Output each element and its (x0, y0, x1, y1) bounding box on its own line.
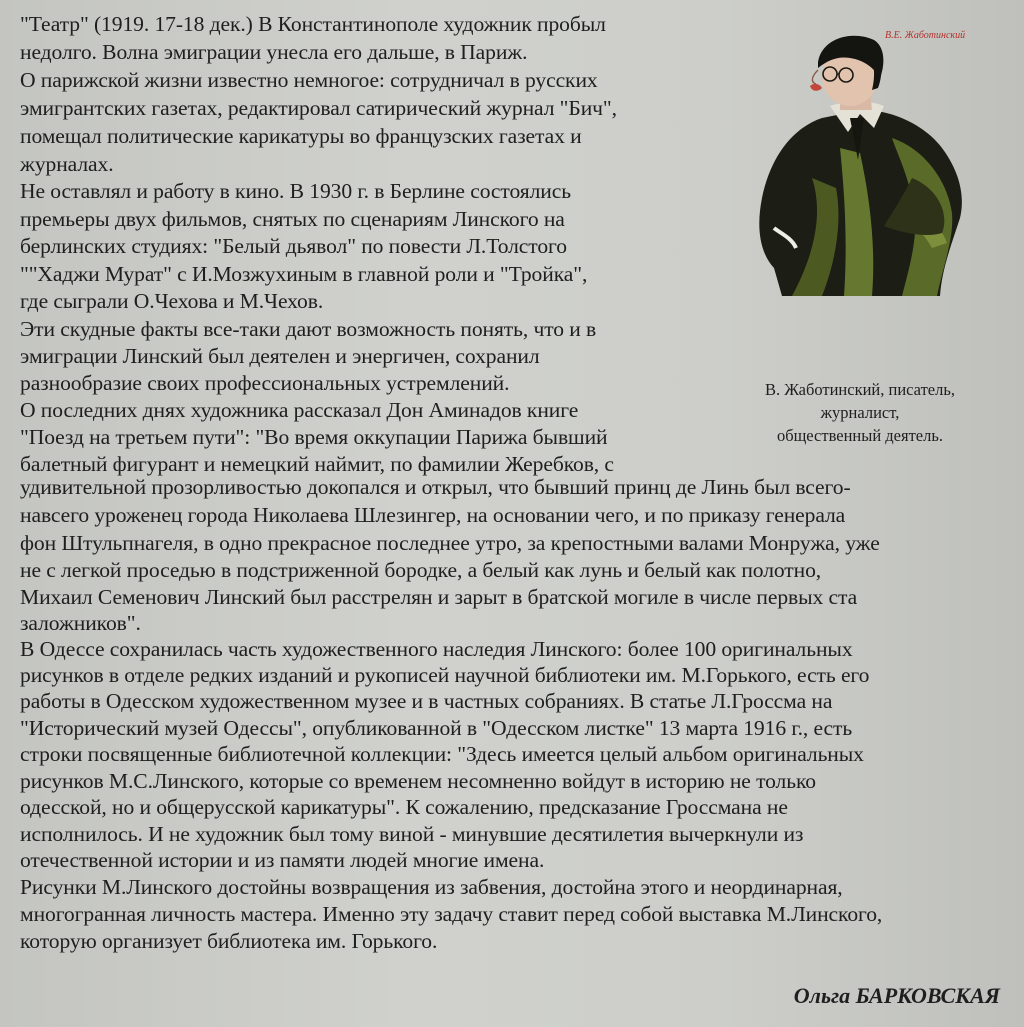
text-line: Не оставлял и работу в кино. В 1930 г. в Берлине состоялись (20, 179, 571, 203)
portrait-caption-line: общественный деятель. (776, 426, 944, 445)
text-line: разнообразие своих профессиональных устремлений. (20, 371, 510, 395)
text-line: О парижской жизни известно немногое: сотрудничал в русских (20, 68, 598, 92)
text-line: берлинских студиях: "Белый дьявол" по повести Л.Толстого (20, 234, 567, 258)
text-line: где сыграли О.Чехова и М.Чехов. (20, 289, 324, 313)
text-line: Эти скудные факты все-таки дают возможность понять, что и в (20, 317, 597, 341)
text-line: помещал политические карикатуры во французских газетах и (20, 124, 582, 148)
text-line: рисунков М.С.Линского, которые со временем несомненно войдут в историю не только (20, 769, 816, 793)
text-line: "Театр" (1919. 17-18 дек.) В Константинополе художник пробыл (20, 12, 606, 36)
text-line: рисунков в отделе редких изданий и рукописей научной библиотеки им. М.Горького, есть его (20, 663, 870, 687)
text-line: отечественной истории и из памяти людей многие имена. (20, 848, 545, 872)
text-line: строки посвященные библиотечной коллекции: "Здесь имеется целый альбом оригинальных (20, 742, 864, 766)
text-line: В Одессе сохранилась часть художественного наследия Линского: более 100 оригинальных (20, 637, 853, 661)
text-line: ""Хаджи Мурат" с И.Мозжухиным в главной роли и "Тройка", (20, 262, 588, 286)
text-line: Михаил Семенович Линский был расстрелян и зарыт в братской могиле в числе первых ста (20, 585, 858, 609)
text-line: которую организует библиотека им. Горького. (20, 929, 438, 953)
text-line: исполнилось. И не художник был тому виной - минувшие десятилетия вычеркнули из (20, 822, 804, 846)
text-line: не с легкой проседью в подстриженной бородке, а белый как лунь и белый как полотно, (20, 558, 822, 582)
text-line: О последних днях художника рассказал Дон Аминадов книге (20, 398, 579, 422)
text-line: одесской, но и общерусской карикатуры". К сожалению, предсказание Гроссмана не (20, 795, 788, 819)
text-line: журналах. (20, 152, 114, 176)
text-line: балетный фигурант и немецкий наймит, по фамилии Жеребков, с (20, 452, 614, 476)
text-line: "Поезд на третьем пути": "Во время оккупации Парижа бывший (20, 425, 608, 449)
text-line: заложников". (20, 611, 141, 635)
text-line: недолго. Волна эмиграции унесла его дальше, в Париж. (20, 40, 528, 64)
portrait-signature: В.Е. Жаботинский (885, 30, 966, 41)
portrait-caption-line: В. Жаботинский, писатель, (765, 380, 955, 399)
text-line: работы в Одесском художественном музее и в частных собраниях. В статье Л.Гроссма на (20, 689, 833, 713)
text-line: "Исторический музей Одессы", опубликованной в "Одесском листке" 13 марта 1916 г., есть (20, 716, 853, 740)
portrait-caricature-image (752, 28, 968, 296)
text-line: фон Штульпнагеля, в одно прекрасное последнее утро, за крепостными валами Монружа, уже (20, 531, 880, 555)
text-line: удивительной прозорливостью докопался и открыл, что бывший принц де Линь был всего- (20, 475, 851, 499)
text-line: Рисунки М.Линского достойны возвращения из забвения, достойна этого и неординарная, (20, 875, 843, 899)
text-line: эмигрантских газетах, редактировал сатирический журнал "Бич", (20, 96, 617, 120)
portrait-caption-line: журналист, (820, 403, 900, 422)
text-line: премьеры двух фильмов, снятых по сценариям Линского на (20, 207, 565, 231)
text-line: навсего уроженец города Николаева Шлезингер, на основании чего, и по приказу генерала (20, 503, 846, 527)
text-line: многогранная личность мастера. Именно эту задачу ставит перед собой выставка М.Линского, (20, 902, 883, 926)
author-signature: Ольга БАРКОВСКАЯ (793, 983, 1000, 1008)
text-line: эмиграции Линский был деятелен и энергичен, сохранил (20, 344, 540, 368)
